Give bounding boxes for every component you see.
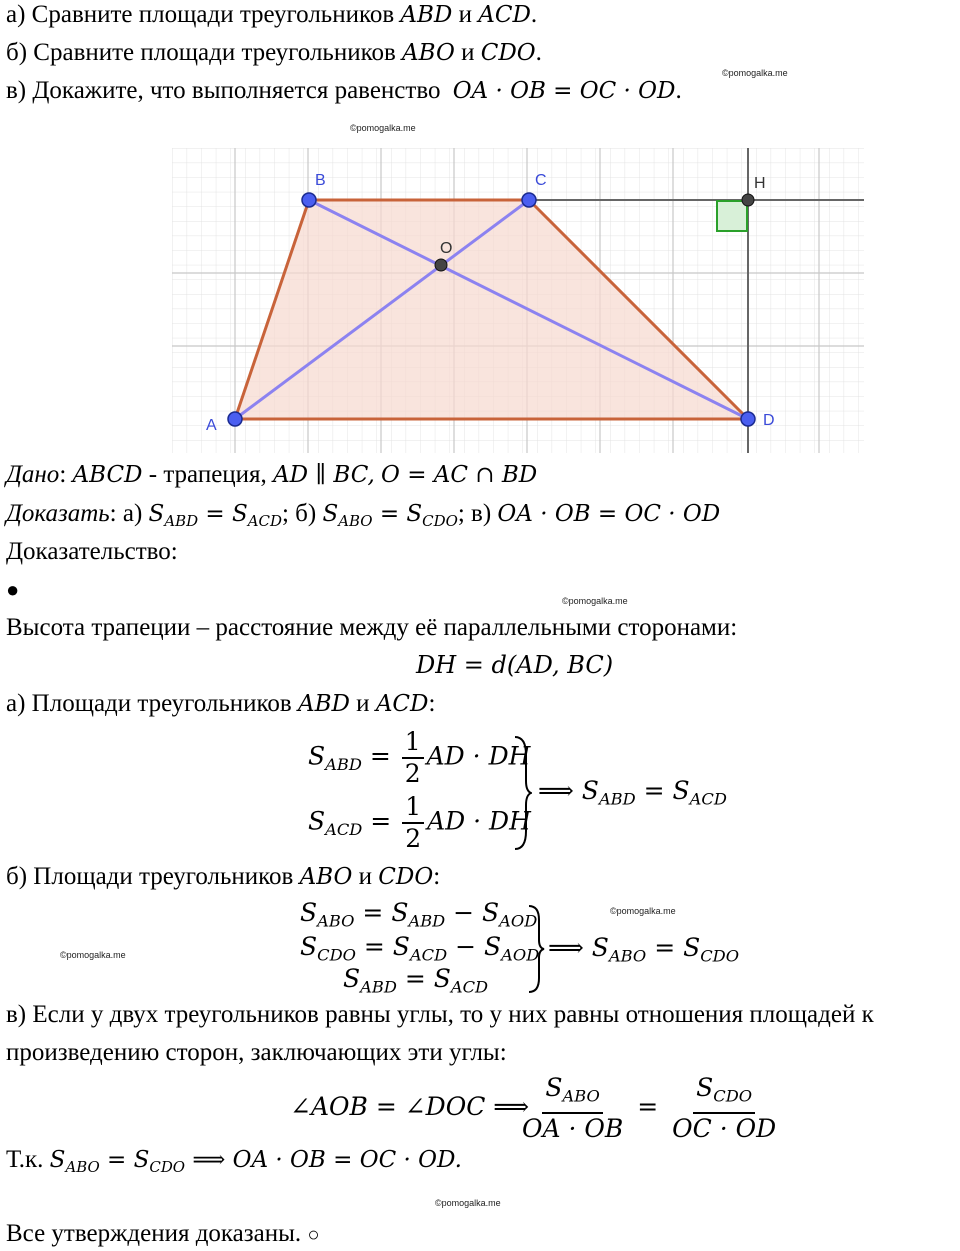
part-b-heading: б) Площади треугольников ABO и CDO: [6,863,441,890]
angles-equal: ∠AOB = ∠DOC ⟹ [290,1092,530,1121]
label-h: H [754,175,766,192]
label-c: C [535,172,547,189]
right-angle-mark [717,201,747,231]
task-c: в) Докажите, что выполняется равенство OA · OB = OC · OD. [6,77,682,104]
brace-part-a [512,735,532,851]
brace-part-b [527,904,545,994]
prove-line: Доказать: а) $S_{ABD} = S_{ACD}$; б) $S_{ABO} = S_{CDO}$; в) OA · OB = OC · OD [6,500,721,531]
point-a [228,412,242,426]
watermark: ©pomogalka.me [350,123,416,133]
label-o: O [440,240,453,257]
part-a-row2: $S_{ACD}$ = $\frac{1}{2}$ AD · DH [308,792,531,853]
trapezoid-diagram [172,148,864,453]
since-line: Т.к. $S_{ABO} = S_{CDO}$ ⟹ OA · OB = OC · OD. [6,1146,462,1177]
point-b [302,193,316,207]
conclusion: Все утверждения доказаны. ○ [6,1220,320,1247]
part-b-row2: $S_{CDO} = S_{ACD} - S_{AOD}$ [300,932,540,965]
point-c [522,193,536,207]
part-c-line2: произведению сторон, заключающих эти углы: [6,1039,507,1066]
part-a-heading: а) Площади треугольников ABD и ACD: [6,690,436,717]
point-o [435,259,447,271]
part-b-row3: $S_{ABD} = S_{ACD}$ [343,964,489,997]
height-formula: DH = d(AD, BC) [416,651,614,679]
part-b-row1: $S_{ABO} = S_{ABD} - S_{AOD}$ [300,898,538,931]
part-b-result: ⟹ $S_{ABO} = S_{CDO}$ [548,933,740,966]
ratio-equation: $\frac{S_{ABO}}{OA \cdot OB}$ = $\frac{S_{CDO}}{OC \cdot OD}$ [522,1073,777,1143]
part-c-line1: в) Если у двух треугольников равны углы, то у них равны отношения площадей к [6,1001,874,1028]
bullet: ● [6,577,20,602]
part-a-row1: $S_{ABD}$ = $\frac{1}{2}$ AD · DH [308,727,531,788]
point-d [741,412,755,426]
label-d: D [763,412,775,429]
watermark: ©pomogalka.me [610,906,676,916]
watermark: ©pomogalka.me [60,950,126,960]
label-b: B [315,172,326,189]
part-a-result: ⟹ $S_{ABD} = S_{ACD}$ [538,776,727,809]
point-h [742,194,754,206]
proof-title: Доказательство: [6,538,178,565]
task-b: б) Сравните площади треугольников ABO и CDO. [6,39,542,66]
watermark: ©pomogalka.me [435,1198,501,1208]
given-line: Дано: ABCD - трапеция, AD ∥ BC, O = AC ∩ BD [6,461,538,488]
watermark: ©pomogalka.me [562,596,628,606]
watermark: ©pomogalka.me [722,68,788,78]
task-a: а) Сравните площади треугольников ABD и ACD. [6,1,538,28]
height-text: Высота трапеции – расстояние между её параллельными сторонами: [6,614,738,641]
label-a: A [206,417,217,434]
end-mark: ○ [307,1224,320,1246]
